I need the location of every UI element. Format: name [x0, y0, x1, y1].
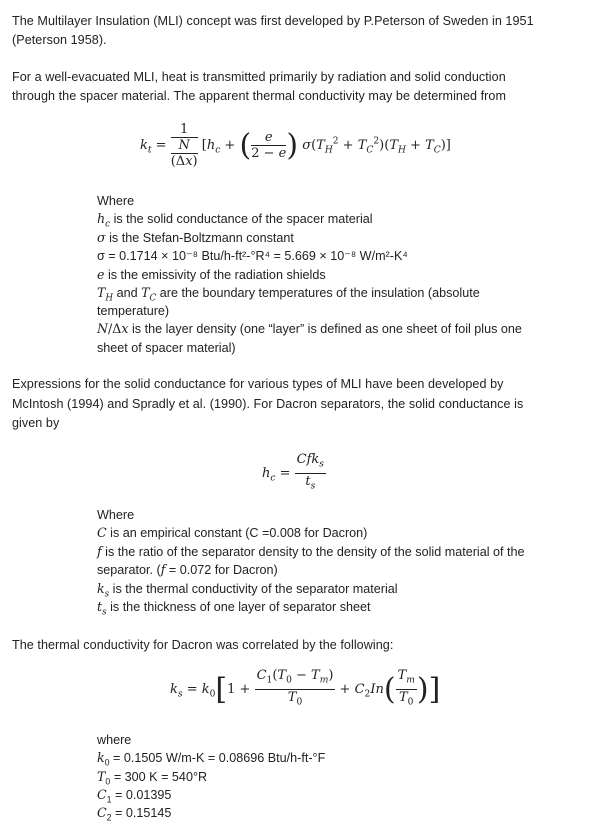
where-1-e: e is the emissivity of the radiation shields — [97, 267, 326, 282]
equation-kt: $k_t$ = $\frac{1}{\frac{N}{(\Delta x)}}$ [$h_c$ + ( $\frac{e}{2 - e}$ ) $\sigma(T_H^2 + T_C^2)(T_H + T_C)$] — [140, 122, 451, 169]
equation-ks: $k_s = k_0[1$ + $\frac{C_1(T_0 - T_m)}{T_0}$ + $C_2In$( $\frac{T_m}{T_0}$ )] — [170, 668, 441, 708]
where-2-f-cont: separator. (f = 0.072 for Dacron) — [97, 562, 278, 577]
where-2-title: Where — [97, 508, 135, 522]
where-2-f: f is the ratio of the separator density to the density of the solid material of the — [97, 544, 525, 559]
where-1-th-cont: temperature) — [97, 304, 170, 318]
where-2-c: C is an empirical constant (C =0.008 for Dacron) — [97, 525, 368, 540]
where-1-hc: $h_c$ is the solid conductance of the spacer material — [97, 211, 373, 230]
where-3-c2: $C_2 = 0.15145$ — [97, 805, 172, 823]
where-1-sigma: σ is the Stefan-Boltzmann constant — [97, 230, 294, 245]
intro-line-1: The Multilayer Insulation (MLI) concept was first developed by P.Peterson of Sweden in 1951 — [12, 14, 534, 28]
where-1-layer-cont: sheet of spacer material) — [97, 341, 236, 355]
intro-line-2: (Peterson 1958). — [12, 33, 107, 47]
solid-line-2: McIntosh (1994) and Spradly et al. (1990). For Dacron separators, the solid conductance is — [12, 397, 524, 411]
where-3-c1: $C_1 = 0.01395$ — [97, 787, 172, 805]
intro-line-4: through the spacer material. The apparent thermal conductivity may be determined from — [12, 89, 507, 103]
where-3-t0: $T_0 = 300$ K = 540°R — [97, 769, 208, 787]
where-1-sigma-value: σ = 0.1714 × 10⁻⁸ Btu/h-ft²-°R⁴ = 5.669 × 10⁻⁸ W/m²-K⁴ — [97, 249, 408, 263]
where-2-ks: $k_s$ is the thermal conductivity of the separator material — [97, 581, 398, 600]
where-2-ts: $t_s$ is the thickness of one layer of separator sheet — [97, 599, 371, 618]
where-1-layer: N/Δx is the layer density (one “layer” is defined as one sheet of foil plus one — [97, 321, 522, 336]
equation-hc: $h_c$ = $\frac{Cfk_s}{t_s}$ — [262, 452, 324, 492]
solid-line-3: given by — [12, 416, 60, 430]
correlation-line: The thermal conductivity for Dacron was correlated by the following: — [12, 638, 394, 652]
where-3-k0: $k_0 = 0.1505$ W/m-K = 0.08696 Btu/h-ft-°F — [97, 750, 326, 768]
intro-line-3: For a well-evacuated MLI, heat is transmitted primarily by radiation and solid conduction — [12, 70, 506, 84]
solid-line-1: Expressions for the solid conductance for various types of MLI have been developed by — [12, 377, 504, 391]
where-3-title: where — [97, 733, 132, 747]
where-1-th: $T_H$ and $T_C$ are the boundary temperatures of the insulation (absolute — [97, 285, 480, 304]
where-1-title: Where — [97, 194, 135, 208]
